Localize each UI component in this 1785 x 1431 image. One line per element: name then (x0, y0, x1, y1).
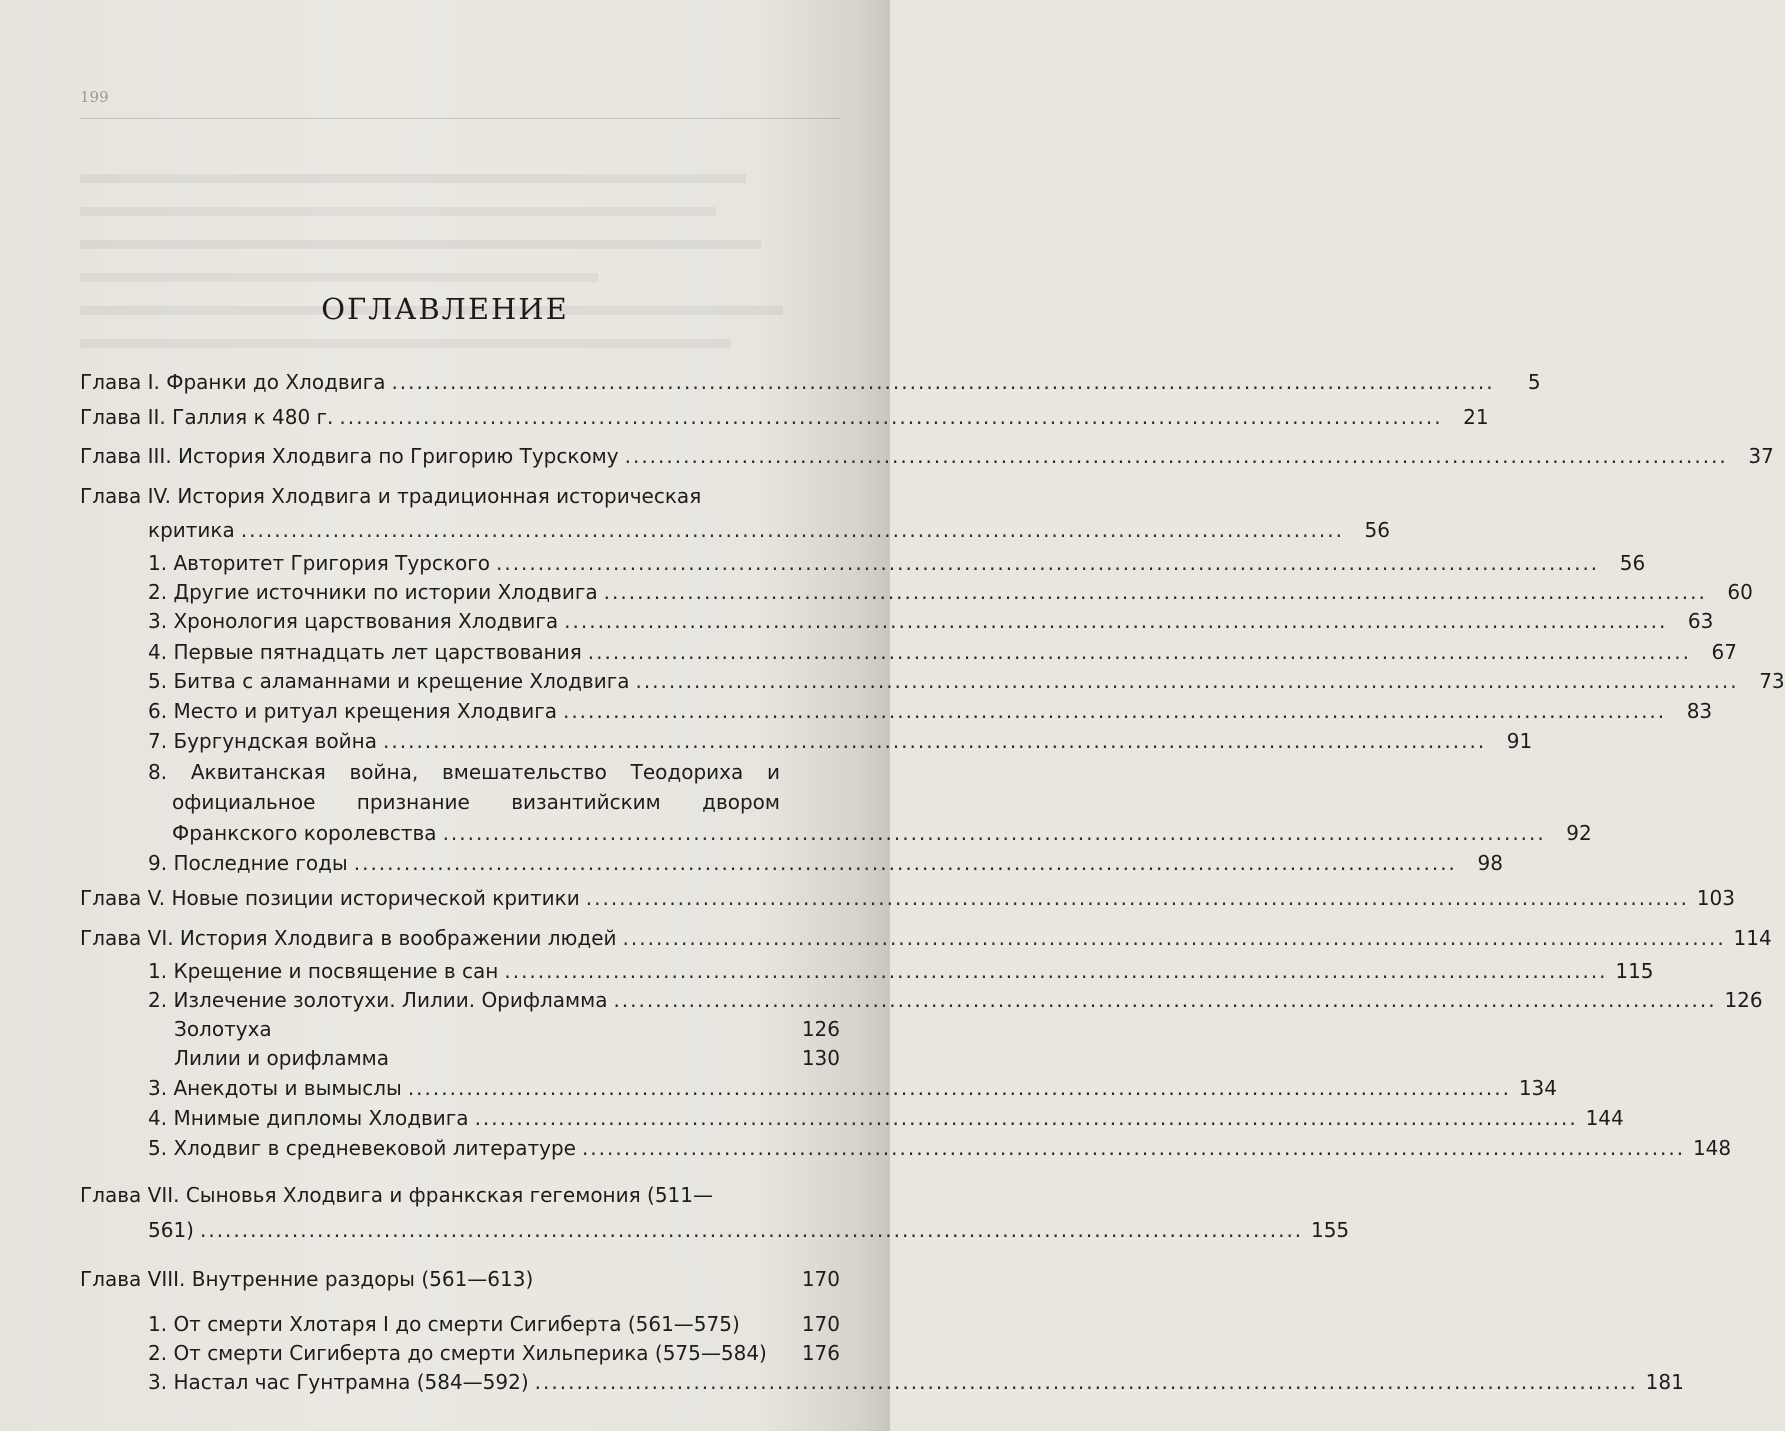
toc-subentry-page: 181 (1645, 1370, 1684, 1394)
toc-entry-label: Глава II. Галлия к 480 г. (80, 405, 334, 429)
dot-leader: .................................................................................................................................... (442, 821, 1546, 845)
toc-entry-page: 170 (801, 1267, 840, 1291)
toc-entry-page: 103 (1696, 886, 1735, 910)
toc-subsubentry-page: 126 (801, 1017, 840, 1041)
toc-entry-page: 155 (1310, 1218, 1350, 1242)
dot-leader: .................................................................................................................................... (495, 551, 1600, 575)
toc-subentry-label: 7. Бургундская война (148, 729, 378, 753)
toc-subentry-label: 1. Авторитет Григория Турского (148, 551, 490, 575)
toc-entry-label-cont: критика (148, 518, 235, 542)
dot-leader: .................................................................................................................................... (534, 1370, 1638, 1394)
dot-leader: .................................................................................................................................... (391, 370, 1495, 394)
toc-subentry[interactable] (148, 638, 1737, 666)
toc-subentry-page: 60 (1727, 580, 1753, 604)
toc-subentry[interactable] (148, 607, 1714, 635)
toc-subentry[interactable] (148, 1368, 1684, 1396)
dot-leader: .................................................................................................................................... (581, 1136, 1686, 1160)
toc-entry-line2[interactable] (148, 1216, 1350, 1244)
dot-leader: .................................................................................................................................... (564, 609, 1668, 633)
dot-leader: .................................................................................................................................... (603, 580, 1707, 604)
dot-leader: .................................................................................................................................... (635, 669, 1739, 693)
toc-subentry[interactable] (148, 1074, 1558, 1102)
dot-leader: .................................................................................................................................... (613, 988, 1717, 1012)
toc-subentry[interactable] (148, 549, 1646, 577)
toc-subentry-label: 1. От смерти Хлотаря I до смерти Сигиберта (561—575) (148, 1312, 740, 1336)
toc-entry[interactable] (80, 368, 1541, 396)
dot-leader: .................................................................................................................................... (240, 518, 1344, 542)
toc-entry-line1[interactable] (80, 482, 840, 510)
toc-entry-label-cont: 561) (148, 1218, 194, 1242)
toc-subentry[interactable] (148, 697, 1713, 725)
toc-subentry[interactable] (148, 1134, 1732, 1162)
toc-subentry-page: 98 (1477, 851, 1503, 875)
toc-entry-page: 5 (1527, 370, 1541, 394)
toc-subentry[interactable] (148, 957, 1654, 985)
toc-subentry[interactable] (148, 1104, 1624, 1132)
toc-subentry[interactable] (148, 667, 1785, 695)
toc-subentry-label: 2. Другие источники по истории Хлодвига (148, 580, 598, 604)
toc-entry[interactable] (80, 884, 1735, 912)
toc-subentry-label: 6. Место и ритуал крещения Хлодвига (148, 699, 557, 723)
toc-entry-page: 37 (1748, 444, 1774, 468)
toc-subentry[interactable] (148, 986, 1763, 1014)
toc-subentry-label: 4. Первые пятнадцать лет царствования (148, 640, 582, 664)
page-title: ОГЛАВЛЕНИЕ (321, 292, 569, 326)
toc-subsubentry-label: Лилии и орифламма (174, 1046, 390, 1070)
header-rule (80, 118, 840, 119)
dot-leader: .................................................................................................................................... (474, 1106, 1578, 1130)
toc-subentry[interactable] (148, 727, 1533, 755)
toc-subentry-line1[interactable] (148, 758, 780, 786)
toc-subsubentry[interactable] (174, 1044, 840, 1072)
dot-leader: .................................................................................................................................... (339, 405, 1443, 429)
toc-subentry-label-cont: официальное признание византийским двором (172, 790, 780, 814)
toc-entry-label: Глава VI. История Хлодвига в воображении людей (80, 926, 617, 950)
toc-subsubentry-page: 130 (801, 1046, 840, 1070)
toc-subentry-page: 91 (1506, 729, 1533, 753)
toc-subentry-label-cont: Франкского королевства (172, 821, 437, 845)
toc-entry-label: Глава VIII. Внутренние раздоры (561—613) (80, 1267, 534, 1291)
toc-subentry[interactable] (148, 1310, 840, 1338)
toc-subsubentry-label: Золотуха (174, 1017, 272, 1041)
toc-subentry-page: 176 (801, 1341, 840, 1365)
dot-leader: .................................................................................................................................... (624, 444, 1728, 468)
toc-subsubentry[interactable] (174, 1015, 840, 1043)
toc-subentry-page: 126 (1724, 988, 1763, 1012)
toc-subentry-line3[interactable] (172, 819, 1592, 847)
dot-leader: .................................................................................................................................... (585, 886, 1689, 910)
running-header-page-number: 199 (80, 88, 109, 106)
dot-leader: .................................................................................................................................... (622, 926, 1726, 950)
toc-subentry-label: 5. Хлодвиг в средневековой литературе (148, 1136, 576, 1160)
toc-entry-label: Глава III. История Хлодвига по Григорию Турскому (80, 444, 619, 468)
toc-entry[interactable] (80, 1265, 840, 1293)
toc-entry[interactable] (80, 924, 1772, 952)
toc-entry-page: 56 (1364, 518, 1390, 542)
toc-subentry-page: 115 (1615, 959, 1654, 983)
toc-subentry-page: 73 (1759, 669, 1785, 693)
dot-leader: .................................................................................................................................... (199, 1218, 1304, 1242)
toc-entry-label: Глава V. Новые позиции исторической критики (80, 886, 580, 910)
toc-subentry-label: 1. Крещение и посвящение в сан (148, 959, 499, 983)
toc-entry[interactable] (80, 442, 1774, 470)
toc-subentry[interactable] (148, 1339, 840, 1367)
toc-subentry-label: 4. Мнимые дипломы Хлодвига (148, 1106, 469, 1130)
toc-subentry-label: 9. Последние годы (148, 851, 348, 875)
toc-subentry-label: 3. Анекдоты и вымыслы (148, 1076, 402, 1100)
toc-subentry-page: 83 (1686, 699, 1713, 723)
toc-entry-label: Глава VII. Сыновья Хлодвига и франкская гегемония (511— (80, 1183, 713, 1207)
toc-subentry-page: 134 (1518, 1076, 1558, 1100)
toc-subentry-page: 170 (801, 1312, 840, 1336)
toc-subentry-label: 3. Хронология царствования Хлодвига (148, 609, 559, 633)
dot-leader: .................................................................................................................................... (383, 729, 1487, 753)
dot-leader: .................................................................................................................................... (353, 851, 1457, 875)
toc-subentry-page: 63 (1687, 609, 1714, 633)
toc-entry-label: Глава IV. История Хлодвига и традиционная историческая (80, 484, 702, 508)
dot-leader: .................................................................................................................................... (562, 699, 1667, 723)
toc-entry-page: 114 (1733, 926, 1772, 950)
toc-entry-page: 21 (1463, 405, 1489, 429)
toc-entry-label: Глава I. Франки до Хлодвига (80, 370, 386, 394)
toc-subentry-page: 92 (1566, 821, 1592, 845)
toc-subentry-page: 56 (1619, 551, 1646, 575)
toc-subentry-line2[interactable] (172, 788, 780, 816)
dot-leader: .................................................................................................................................... (504, 959, 1608, 983)
toc-subentry-label: 2. От смерти Сигиберта до смерти Хильперика (575—584) (148, 1341, 767, 1365)
toc-subentry-page: 148 (1692, 1136, 1732, 1160)
toc-subentry-label: 8. Аквитанская война, вмешательство Теодориха и (148, 760, 780, 784)
toc-entry-line2[interactable] (148, 516, 1390, 544)
toc-entry[interactable] (80, 403, 1489, 431)
dot-leader: .................................................................................................................................... (587, 640, 1691, 664)
toc-subentry-label: 2. Излечение золотухи. Лилии. Орифламма (148, 988, 608, 1012)
toc-subentry[interactable] (148, 849, 1503, 877)
toc-subentry-page: 67 (1711, 640, 1737, 664)
dot-leader: .................................................................................................................................... (407, 1076, 1512, 1100)
toc-subentry-page: 144 (1585, 1106, 1624, 1130)
toc-subentry[interactable] (148, 578, 1753, 606)
toc-entry-line1[interactable] (80, 1181, 840, 1209)
toc-subentry-label: 3. Настал час Гунтрамна (584—592) (148, 1370, 529, 1394)
toc-subentry-label: 5. Битва с аламаннами и крещение Хлодвига (148, 669, 630, 693)
